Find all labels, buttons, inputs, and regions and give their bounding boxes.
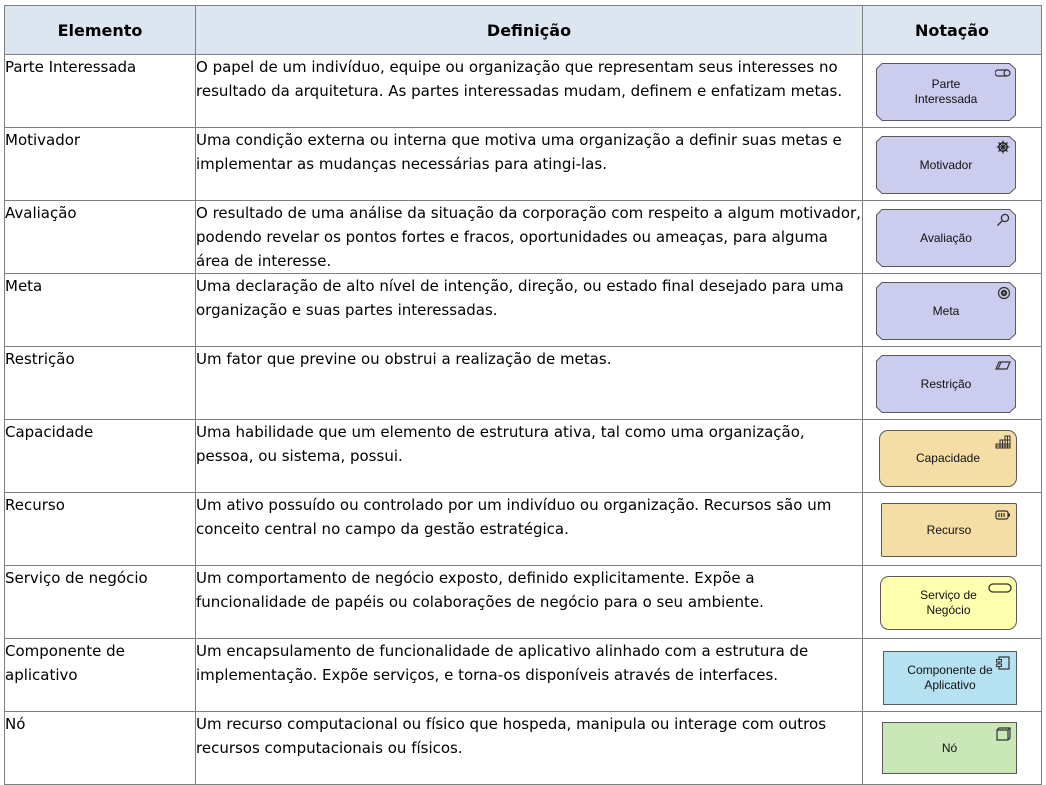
notation-cell (863, 274, 1042, 347)
element-name: Recurso (5, 493, 196, 566)
header-notacao: Notação (863, 6, 1042, 55)
notation-label: Avaliação (920, 230, 972, 245)
notation-cell (863, 493, 1042, 566)
element-definition: Um encapsulamento de funcionalidade de aplicativo alinhado com a estrutura de implementação. Expõe serviços, e torna-os disponíveis através de interfaces. (196, 639, 863, 712)
table-row (5, 639, 1042, 712)
element-definition: Um recurso computacional ou físico que hospeda, manipula ou interage com outros recursos computacionais ou físicos. (196, 712, 863, 785)
notation-cell (863, 420, 1042, 493)
stakeholder-icon (995, 67, 1011, 81)
notation-cell (863, 566, 1042, 639)
driver-notation (876, 136, 1016, 194)
notation-cell (863, 712, 1042, 785)
goal-notation (876, 282, 1016, 340)
assessment-notation (876, 209, 1016, 267)
table-row (5, 128, 1042, 201)
notation-cell (863, 347, 1042, 420)
element-definition: Uma declaração de alto nível de intenção, direção, ou estado final desejado para uma organização e suas partes interessadas. (196, 274, 863, 347)
element-name: Restrição (5, 347, 196, 420)
element-name: Componente de aplicativo (5, 639, 196, 712)
notation-label: Capacidade (915, 451, 981, 465)
resource-notation (881, 503, 1017, 557)
notation-cell (863, 201, 1042, 274)
notation-label: Meta (932, 303, 960, 318)
table-row (5, 201, 1042, 274)
notation-cell (863, 128, 1042, 201)
application-component-notation (883, 651, 1017, 705)
service-icon (988, 581, 1012, 595)
table-row (5, 493, 1042, 566)
notation-label: Serviço de Negócio (920, 588, 977, 617)
notation-cell (863, 55, 1042, 128)
table-row (5, 347, 1042, 420)
element-name: Parte Interessada (5, 55, 196, 128)
capability-notation (879, 430, 1017, 487)
assessment-icon (995, 213, 1011, 227)
element-definition: Um fator que previne ou obstrui a realização de metas. (196, 347, 863, 420)
header-elemento: Elemento (5, 6, 196, 55)
table-row (5, 566, 1042, 639)
element-definition: Uma condição externa ou interna que motiva uma organização a definir suas metas e implementar as mudanças necessárias para atingi-las. (196, 128, 863, 201)
element-definition: Um comportamento de negócio exposto, definido explicitamente. Expõe a funcionalidade de papéis ou colaborações de negócio para o seu ambiente. (196, 566, 863, 639)
archimate-elements-table (4, 5, 1042, 785)
element-name: Nó (5, 712, 196, 785)
element-definition: Uma habilidade que um elemento de estrutura ativa, tal como uma organização, pessoa, ou sistema, possui. (196, 420, 863, 493)
driver-icon (995, 140, 1011, 154)
element-name: Capacidade (5, 420, 196, 493)
goal-icon (995, 286, 1011, 300)
table-row (5, 55, 1042, 128)
notation-label: Motivador (919, 157, 973, 172)
notation-cell (863, 639, 1042, 712)
constraint-icon (995, 359, 1011, 373)
node-notation (882, 722, 1017, 774)
business-service-notation (880, 576, 1017, 630)
header-definicao: Definição (196, 6, 863, 55)
notation-label: Restrição (920, 376, 972, 391)
component-icon (995, 656, 1011, 670)
element-name: Motivador (5, 128, 196, 201)
element-name: Meta (5, 274, 196, 347)
stakeholder-notation (876, 63, 1016, 121)
table-row (5, 420, 1042, 493)
element-definition: O papel de um indivíduo, equipe ou organização que representam seus interesses no resultado da arquitetura. As partes interessadas mudam, definem e enfatizam metas. (196, 55, 863, 128)
table-row (5, 712, 1042, 785)
element-name: Avaliação (5, 201, 196, 274)
notation-label: Recurso (926, 522, 972, 537)
header-row (5, 6, 1042, 55)
element-name: Serviço de negócio (5, 566, 196, 639)
notation-label: Parte Interessada (914, 77, 978, 106)
element-definition: O resultado de uma análise da situação da corporação com respeito a algum motivador, podendo revelar os pontos fortes e fracos, oportunidades ou ameaças, para alguma área de interesse. (196, 201, 863, 274)
constraint-notation (876, 355, 1016, 413)
notation-label: Nó (941, 740, 958, 755)
element-definition: Um ativo possuído ou controlado por um indivíduo ou organização. Recursos são um conceito central no campo da gestão estratégica. (196, 493, 863, 566)
node-icon (995, 727, 1011, 741)
capability-icon (995, 435, 1011, 449)
resource-icon (995, 508, 1011, 522)
notation-label: Componente de Aplicativo (907, 663, 993, 692)
table-row (5, 274, 1042, 347)
